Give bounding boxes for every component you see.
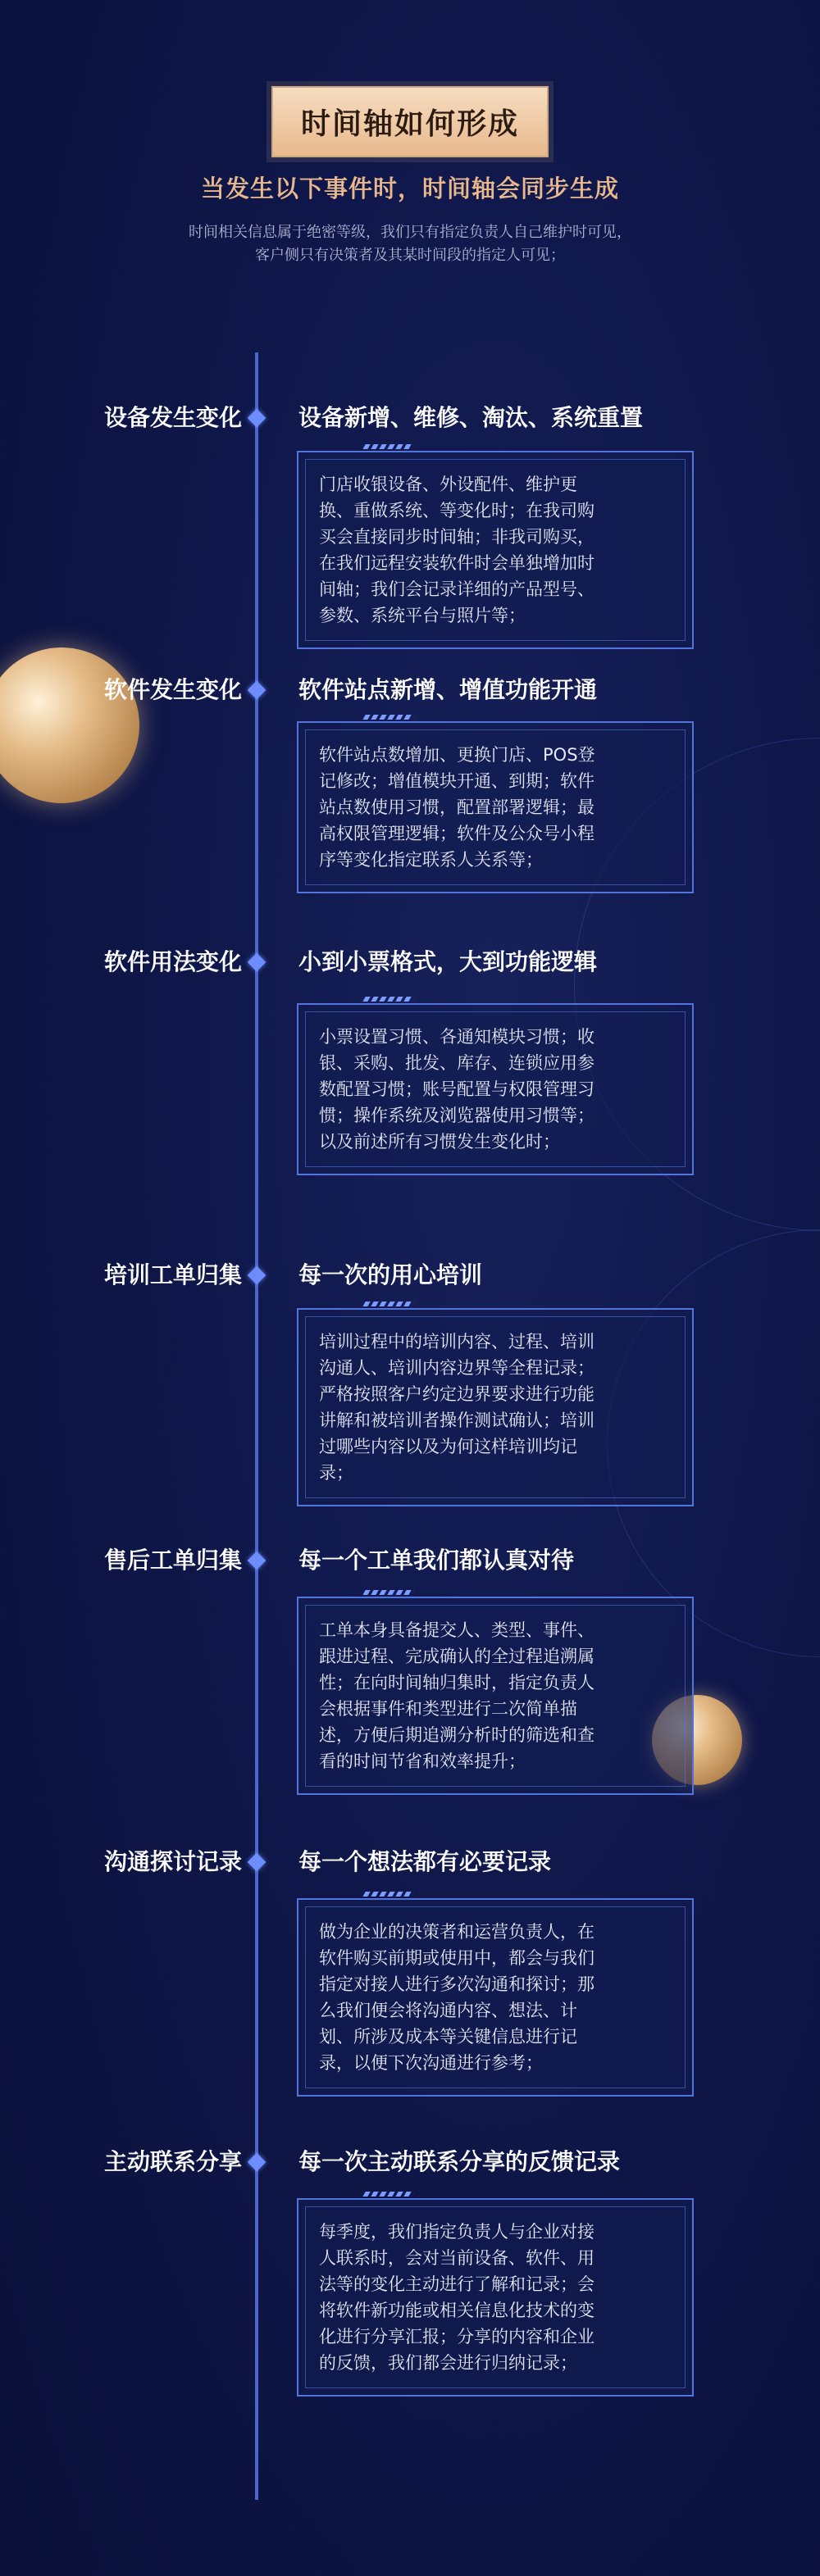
timeline-node-diamond (248, 1552, 266, 1570)
timeline-node-diamond (248, 953, 266, 972)
timeline-axis (255, 352, 258, 2500)
timeline-node-diamond (248, 681, 266, 700)
card-line: 工单本身具备提交人、类型、事件、 (319, 1620, 594, 1640)
card-line: 每季度，我们指定负责人与企业对接 (319, 2222, 594, 2242)
card-line: 会根据事件和类型进行二次简单描 (319, 1699, 577, 1719)
card-line: 间轴；我们会记录详细的产品型号、 (319, 579, 594, 599)
section-label: 软件用法变化 (103, 948, 242, 975)
section-heading: 软件站点新增、增值功能开通 (298, 676, 598, 703)
card-line: 么我们便会将沟通内容、想法、计 (319, 2001, 577, 2020)
section-card (297, 1898, 694, 2097)
section-heading: 每一次的用心培训 (298, 1261, 483, 1288)
card-line: 指定对接人进行多次沟通和探讨；那 (319, 1974, 594, 1994)
gold-sphere (0, 647, 139, 803)
card-line: 门店收银设备、外设配件、维护更 (319, 475, 577, 494)
title-area (0, 86, 820, 157)
card-line: 法等的变化主动进行了解和记录；会 (319, 2274, 594, 2294)
card-line: 将软件新功能或相关信息化技术的变 (319, 2301, 594, 2320)
timeline-node-diamond (248, 1266, 266, 1285)
section-card (297, 721, 694, 893)
timeline-node-diamond (248, 1853, 266, 1872)
section-heading: 每一次主动联系分享的反馈记录 (298, 2148, 621, 2175)
page-title: 时间轴如何形成 (271, 86, 549, 157)
card-line: 序等变化指定联系人关系等； (319, 850, 543, 870)
section-label: 主动联系分享 (103, 2148, 242, 2175)
section-heading: 设备新增、维修、淘汰、系统重置 (298, 404, 644, 431)
card-line: 小票设置习惯、各通知模块习惯；收 (319, 1027, 594, 1047)
card-line: 的反馈，我们都会进行归纳记录； (319, 2353, 577, 2373)
card-line: 过哪些内容以及为何这样培训均记 (319, 1437, 577, 1456)
card-line: 记修改；增值模块开通、到期；软件 (319, 771, 594, 791)
card-line: 性；在向时间轴归集时，指定负责人 (319, 1673, 594, 1692)
section-card (297, 451, 694, 649)
card-line: 站点数使用习惯，配置部署逻辑；最 (319, 797, 594, 817)
card-line: 买会直接同步时间轴；非我司购买， (319, 527, 594, 547)
card-line: 培训过程中的培训内容、过程、培训 (319, 1332, 594, 1352)
section-label: 设备发生变化 (103, 404, 242, 431)
card-line: 惯；操作系统及浏览器使用习惯等； (319, 1106, 594, 1125)
section-heading: 每一个工单我们都认真对待 (298, 1547, 575, 1574)
section-label: 售后工单归集 (103, 1547, 242, 1574)
card-line: 严格按照客户约定边界要求进行功能 (319, 1384, 594, 1404)
section-card (297, 1003, 694, 1175)
section-heading: 每一个想法都有必要记录 (298, 1848, 552, 1875)
card-line: 高权限管理逻辑；软件及公众号小程 (319, 824, 594, 843)
description-line: 时间相关信息属于绝密等级，我们只有指定负责人自己维护时可见， (189, 224, 631, 241)
card-line: 银、采购、批发、库存、连锁应用参 (319, 1053, 594, 1073)
section-heading: 小到小票格式，大到功能逻辑 (298, 948, 598, 975)
card-line: 以及前述所有习惯发生变化时； (319, 1132, 560, 1152)
card-line: 人联系时，会对当前设备、软件、用 (319, 2248, 594, 2268)
section-label: 软件发生变化 (103, 676, 242, 703)
description-line: 客户侧只有决策者及其某时间段的指定人可见； (255, 247, 565, 264)
card-line: 在我们远程安装软件时会单独增加时 (319, 553, 594, 573)
section-label: 沟通探讨记录 (103, 1848, 242, 1875)
timeline-node-diamond (248, 2153, 266, 2172)
card-line: 录； (319, 1463, 353, 1483)
timeline-node-diamond (248, 409, 266, 428)
card-line: 述，方便后期追溯分析时的筛选和查 (319, 1725, 594, 1745)
card-line: 沟通人、培训内容边界等全程记录； (319, 1358, 594, 1378)
section-card (297, 1597, 694, 1795)
card-line: 换、重做系统、等变化时；在我司购 (319, 501, 594, 520)
card-line: 看的时间节省和效率提升； (319, 1751, 526, 1771)
section-card (297, 1308, 694, 1506)
section-card (297, 2198, 694, 2397)
card-line: 软件站点数增加、更换门店、POS登 (319, 745, 595, 765)
card-line: 化进行分享汇报；分享的内容和企业 (319, 2327, 594, 2347)
card-line: 录，以便下次沟通进行参考； (319, 2053, 543, 2073)
card-line: 讲解和被培训者操作测试确认；培训 (319, 1411, 594, 1430)
card-line: 划、所涉及成本等关键信息进行记 (319, 2027, 577, 2047)
section-label: 培训工单归集 (103, 1261, 242, 1288)
card-line: 参数、系统平台与照片等； (319, 606, 526, 625)
card-line: 跟进过程、完成确认的全过程追溯属 (319, 1647, 594, 1666)
card-line: 数配置习惯；账号配置与权限管理习 (319, 1079, 594, 1099)
description (123, 221, 697, 267)
subtitle: 当发生以下事件时，时间轴会同步生成 (200, 175, 619, 202)
card-line: 做为企业的决策者和运营负责人，在 (319, 1922, 594, 1942)
card-line: 软件购买前期或使用中，都会与我们 (319, 1948, 594, 1968)
